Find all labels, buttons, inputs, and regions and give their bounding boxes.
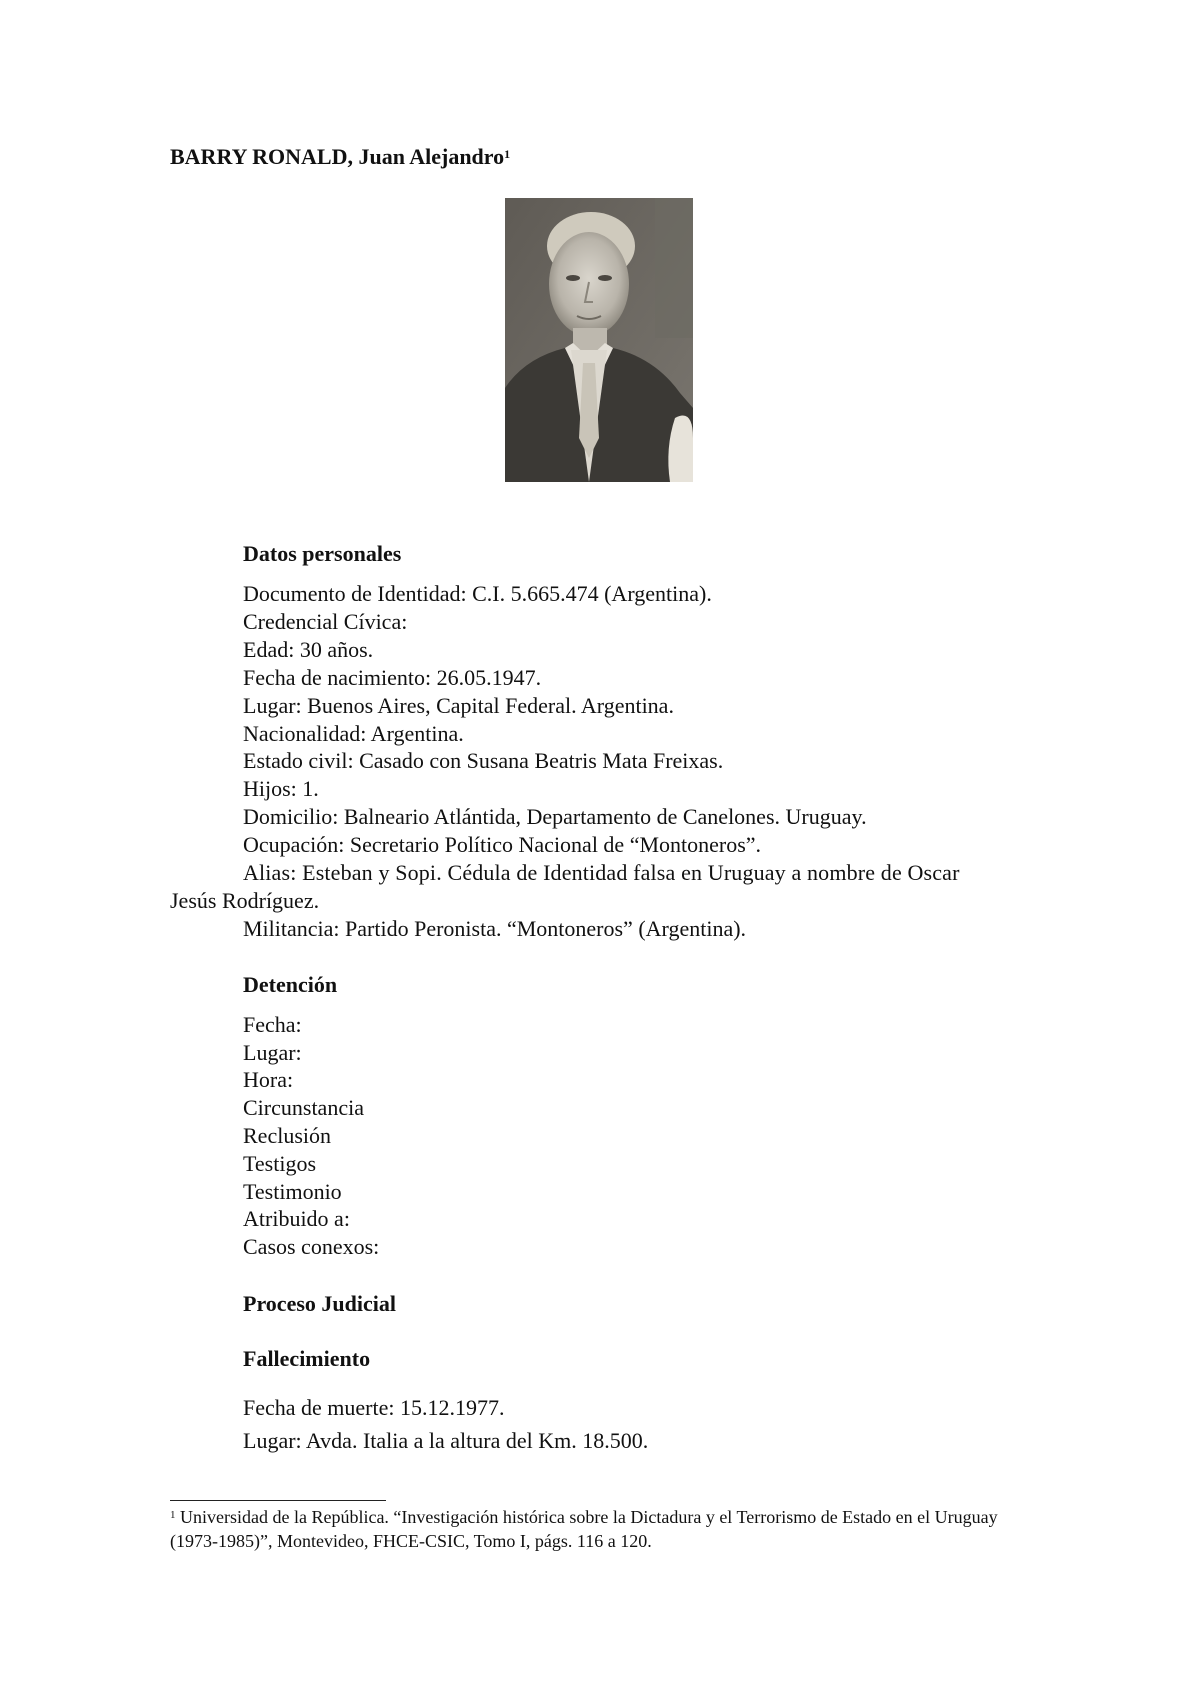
- line-fecha-nacimiento: Fecha de nacimiento: 26.05.1947.: [243, 665, 542, 690]
- footnote: [170, 1505, 1050, 1553]
- line-det-testimonio: Testimonio: [243, 1179, 342, 1204]
- heading-detencion: Detención: [243, 972, 338, 997]
- line-det-testigos: Testigos: [243, 1151, 317, 1176]
- portrait-photo: [505, 198, 693, 482]
- line-alias-cont: Jesús Rodríguez.: [170, 888, 320, 913]
- line-estado-civil: Estado civil: Casado con Susana Beatris Mata Freixas.: [243, 748, 724, 773]
- line-hijos: Hijos: 1.: [243, 776, 319, 801]
- line-domicilio: Domicilio: Balneario Atlántida, Departamento de Canelones. Uruguay.: [243, 804, 867, 829]
- line-det-circunstancia: Circunstancia: [243, 1095, 364, 1120]
- heading-fallecimiento: Fallecimiento: [243, 1346, 371, 1371]
- line-det-casos-conexos: Casos conexos:: [243, 1234, 380, 1259]
- line-det-fecha: Fecha:: [243, 1012, 302, 1037]
- line-documento: Documento de Identidad: C.I. 5.665.474 (Argentina).: [243, 581, 712, 606]
- person-name-title: [170, 143, 510, 171]
- line-militancia: Militancia: Partido Peronista. “Montoneros” (Argentina).: [243, 916, 747, 941]
- line-edad: Edad: 30 años.: [243, 637, 374, 662]
- line-lugar: Lugar: Buenos Aires, Capital Federal. Argentina.: [243, 693, 674, 718]
- line-nacionalidad: Nacionalidad: Argentina.: [243, 721, 464, 746]
- line-fecha-muerte: Fecha de muerte: 15.12.1977.: [243, 1395, 505, 1420]
- footnote-separator: [170, 1500, 386, 1501]
- footnote-text: Universidad de la República. “Investigación histórica sobre la Dictadura y el Terrorismo de Estado en el Uruguay (1973-1985)”, Montevideo, FHCE-CSIC, Tomo I, págs. 116 a 120.: [170, 1507, 998, 1551]
- heading-proceso-judicial: Proceso Judicial: [243, 1291, 396, 1316]
- line-alias: Alias: Esteban y Sopi. Cédula de Identidad falsa en Uruguay a nombre de Oscar: [243, 860, 960, 885]
- heading-datos-personales: Datos personales: [243, 541, 402, 566]
- line-det-atribuido: Atribuido a:: [243, 1206, 350, 1231]
- line-credencial: Credencial Cívica:: [243, 609, 408, 634]
- footnote-number: 1: [170, 1509, 176, 1521]
- footnote-reference: 1: [504, 147, 511, 161]
- line-det-reclusion: Reclusión: [243, 1123, 331, 1148]
- person-name: BARRY RONALD, Juan Alejandro: [170, 144, 505, 169]
- line-det-hora: Hora:: [243, 1067, 294, 1092]
- line-det-lugar: Lugar:: [243, 1040, 302, 1065]
- portrait-photo-icon: [505, 198, 693, 482]
- line-ocupacion: Ocupación: Secretario Político Nacional de “Montoneros”.: [243, 832, 762, 857]
- line-lugar-muerte: Lugar: Avda. Italia a la altura del Km. 18.500.: [243, 1428, 649, 1453]
